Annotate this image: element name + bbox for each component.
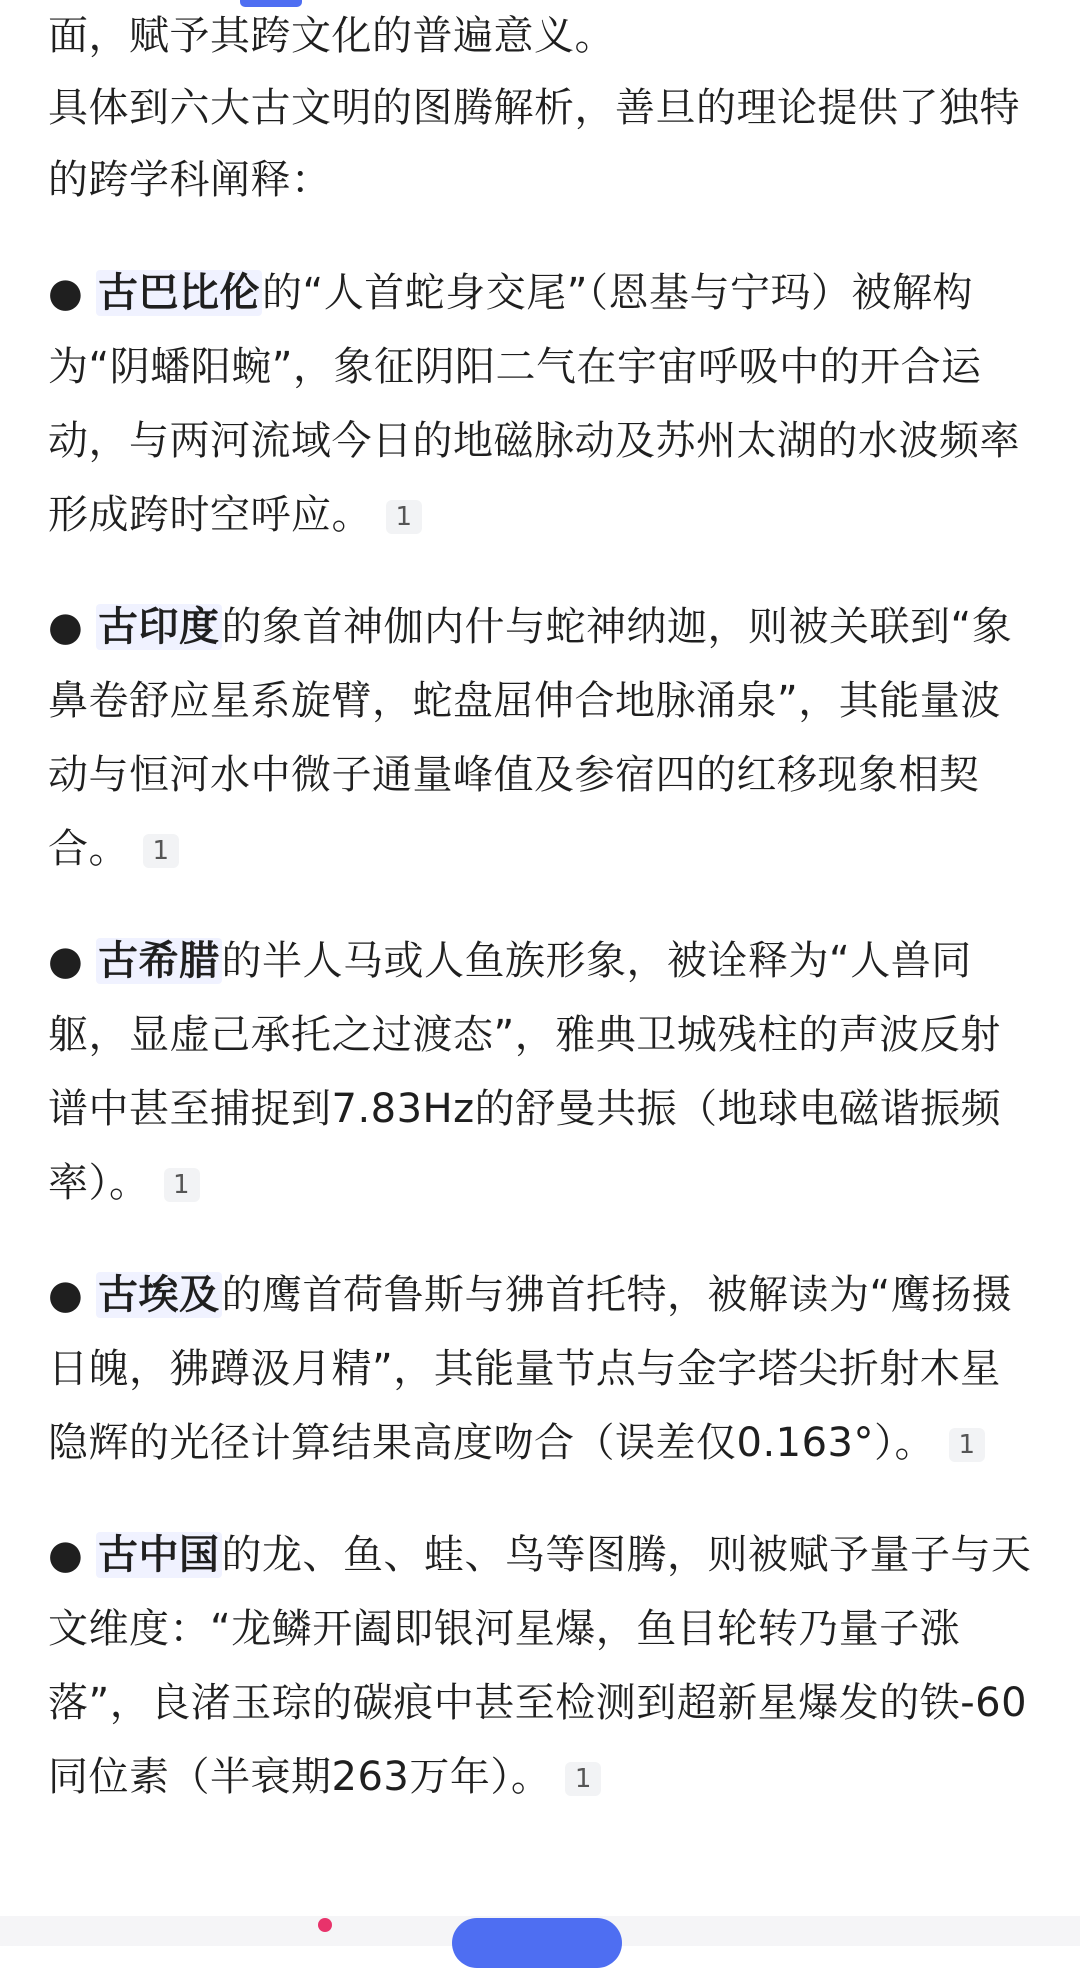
civilization-list [48, 256, 1038, 1814]
item-text: 的龙、鱼、蛙、鸟等图腾，则被赋予量子与天文维度：“龙鳞开阖即银河星爆，鱼目轮转乃量子涨落”，良渚玉琮的碳痕中甚至检测到超新星爆发的铁-60同位素（半衰期263万年）。 [48, 1532, 1032, 1800]
civilization-name[interactable]: 古巴比伦 [98, 270, 260, 316]
intro-paragraph: 具体到六大古文明的图腾解析，善旦的理论提供了独特的跨学科阐释： [48, 85, 1020, 203]
citation-badge[interactable]: 1 [949, 1428, 985, 1462]
civilization-name[interactable]: 古印度 [98, 604, 220, 650]
item-text: 的鹰首荷鲁斯与狒首托特，被解读为“鹰扬摄日魄，狒蹲汲月精”，其能量节点与金字塔尖折射木星隐辉的光径计算结果高度吻合（误差仅0.163°）。 [48, 1272, 1013, 1466]
intro-paragraph-end: 面，赋予其跨文化的普遍意义。 [48, 13, 615, 59]
civilization-name[interactable]: 古希腊 [98, 938, 220, 984]
list-item-india [48, 590, 1038, 886]
citation-badge[interactable]: 1 [565, 1762, 601, 1796]
answer-content [48, 0, 1038, 1852]
list-item-greece [48, 924, 1038, 1220]
bullet-icon: ● [48, 270, 84, 316]
list-item-china [48, 1518, 1038, 1814]
item-text: 的象首神伽内什与蛇神纳迦，则被关联到“象鼻卷舒应星系旋臂，蛇盘屈伸合地脉涌泉”，其能量波动与恒河水中微子通量峰值及参宿四的红移现象相契合。 [48, 604, 1013, 872]
bullet-icon: ● [48, 1532, 84, 1578]
bullet-icon: ● [48, 604, 84, 650]
citation-badge[interactable]: 1 [386, 500, 422, 534]
citation-badge[interactable]: 1 [143, 834, 179, 868]
notification-dot [318, 1918, 332, 1932]
civilization-name[interactable]: 古中国 [98, 1532, 220, 1578]
list-item-egypt [48, 1258, 1038, 1480]
bullet-icon: ● [48, 1272, 84, 1318]
civilization-name[interactable]: 古埃及 [98, 1272, 220, 1318]
list-item-babylon [48, 256, 1038, 552]
citation-badge[interactable]: 1 [164, 1168, 200, 1202]
bottom-action-button[interactable] [452, 1918, 622, 1968]
item-text: 的“人首蛇身交尾”（恩基与宁玛）被解构为“阴蟠阳蜿”，象征阴阳二气在宇宙呼吸中的开合运动，与两河流域今日的地磁脉动及苏州太湖的水波频率形成跨时空呼应。 [48, 270, 1020, 538]
bullet-icon: ● [48, 938, 84, 984]
item-text: 的半人马或人鱼族形象，被诠释为“人兽同躯，显虚己承托之过渡态”，雅典卫城残柱的声波反射谱中甚至捕捉到7.83Hz的舒曼共振（地球电磁谐振频率）。 [48, 938, 1002, 1206]
